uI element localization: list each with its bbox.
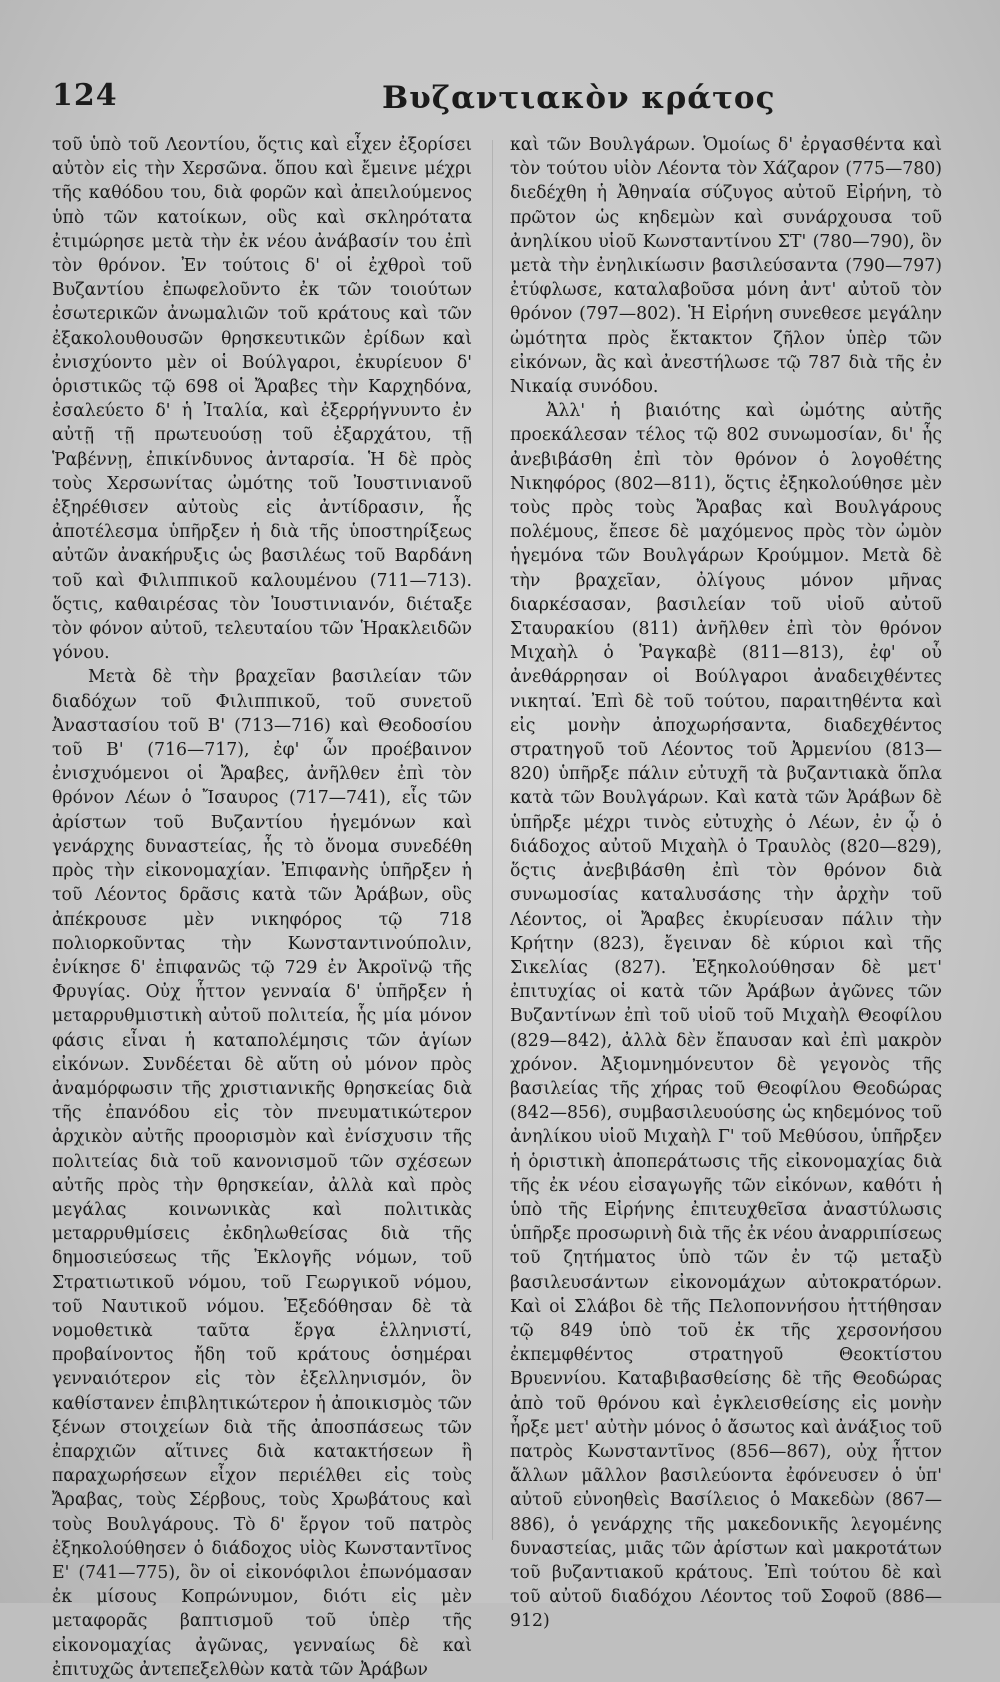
page-header	[52, 78, 952, 118]
running-title: Βυζαντιακὸν κράτος	[382, 80, 776, 116]
right-column	[510, 133, 942, 1632]
right-paragraph-2: Ἀλλ' ἡ βιαιότης καὶ ὠμότης αὐτῆς προεκάλεσαν τέλος τῷ 802 συνωμοσίαν, δι' ἧς ἀνεβιβάσθη ἐπὶ τὸν θρόνον ὁ λογοθέτης Νικηφόρος (802—811), ὅςτις ἐξηκολούθησε μὲν τοὺς πρὸς τοὺς Ἄραβας καὶ Βουλγάρους πολέμους, ἔπεσε δὲ μαχόμενος πρὸς τὸν ὠμὸν ἡγεμόνα τῶν Βουλγάρων Κρούμμον. Μετὰ δὲ τὴν βραχεῖαν, ὀλίγους μόνον μῆνας διαρκέσασαν, βασιλείαν τοῦ υἱοῦ αὐτοῦ Σταυρακίου (811) ἀνῆλθεν ἐπὶ τὸν θρόνον Μιχαὴλ ὁ Ῥαγκαβὲ (811—813), ἐφ' οὗ ἀνεθάρρησαν οἱ Βούλγαροι ἀναδειχθέντες νικηταί. Ἐπὶ δὲ τοῦ τούτου, παραιτηθέντα καὶ εἰς μονὴν ἀποχωρήσαντα, διαδεχθέντος στρατηγοῦ τοῦ Λέοντος τοῦ Ἀρμενίου (813—820) ὑπῆρξε πάλιν εὐτυχῆ τὰ βυζαντιακὰ ὅπλα κατὰ τῶν Βουλγάρων. Καὶ κατὰ τῶν Ἀράβων δὲ ὑπῆρξε μέχρι τινὸς εὐτυχὴς ὁ Λέων, ἐν ᾧ ὁ διάδοχος αὐτοῦ Μιχαὴλ ὁ Τραυλὸς (820—829), ὅςτις ἀνεβιβάσθη ἐπὶ τὸν θρόνον διὰ συνωμοσίας καταλυσάσης τὴν ἀρχὴν τοῦ Λέοντος, οἱ Ἄραβες ἐκυρίευσαν πάλιν τὴν Κρήτην (823), ἔγειναν δὲ κύριοι καὶ τῆς Σικελίας (827). Ἐξηκολούθησαν δὲ μετ' ἐπιτυχίας οἱ κατὰ τῶν Ἀράβων ἀγῶνες τῶν Βυζαντίνων ἐπὶ τοῦ υἱοῦ τοῦ Μιχαὴλ Θεοφίλου (829—842), ἀλλὰ δὲν ἔπαυσαν καὶ ἐπὶ μακρὸν χρόνον. Ἀξιομνημόνευτον δὲ γεγονὸς τῆς βασιλείας τῆς χήρας τοῦ Θεοφίλου Θεοδώρας (842—856), συμβασιλευούσης ὡς κηδεμόνος τοῦ ἀνηλίκου υἱοῦ Μιχαὴλ Γ' τοῦ Μεθύσου, ὑπῆρξεν ἡ ὁριστικὴ ἀποπεράτωσις τῆς εἰκονομαχίας διὰ τῆς ἐκ νέου εἰσαγωγῆς τῶν εἰκόνων, καθότι ἡ ὑπὸ τῆς Εἰρήνης ἐπιτευχθεῖσα ἀναστύλωσις ὑπῆρξε προσωρινὴ διὰ τῆς ἐκ νέου ἀναρριπίσεως τοῦ ζητήματος ὑπὸ τῶν ἐν τῷ μεταξὺ βασιλευσάντων εἰκονομάχων αὐτοκρατόρων. Καὶ οἱ Σλάβοι δὲ τῆς Πελοποννήσου ἡττήθησαν τῷ 849 ὑπὸ τοῦ ἐκ τῆς χερσονήσου ἐκπεμφθέντος στρατηγοῦ Θεοκτίστου Βρυεννίου. Καταβιβασθείσης δὲ τῆς Θεοδώρας ἀπὸ τοῦ θρόνου καὶ ἐγκλεισθείσης εἰς μονὴν ἦρξε μετ' αὐτὴν μόνος ὁ ἄσωτος καὶ ἀνάξιος τοῦ πατρὸς Κωνσταντῖνος (856—867), οὐχ ἧττον ἄλλων μᾶλλον βασιλεύοντα ἐφόνευσεν ὁ ὑπ' αὐτοῦ εὐνοηθεὶς Βασίλειος ὁ Μακεδὼν (867—886), ὁ γενάρχης τῆς μακεδονικῆς λεγομένης δυναστείας, μιᾶς τῶν ἀρίστων καὶ μακροτάτων τοῦ βυζαντιακοῦ κράτους. Ἐπὶ τούτου δὲ καὶ τοῦ αὐτοῦ διαδόχου Λέοντος τοῦ Σοφοῦ (886—912)	[510, 401, 942, 1632]
left-paragraph-1: τοῦ ὑπὸ τοῦ Λεοντίου, ὅςτις καὶ εἶχεν ἐξορίσει αὐτὸν εἰς τὴν Χερσῶνα. ὅπου καὶ ἔμεινε μέχρι τῆς καθόδου του, διὰ φορῶν καὶ ἀπειλούμενος ὑπὸ τῶν κατοίκων, οὓς καὶ σκληρότατα ἐτιμώρησε μετὰ τὴν ἐκ νέου ἀνάβασίν του ἐπὶ τὸν θρόνον. Ἐν τούτοις δ' οἱ ἐχθροὶ τοῦ Βυζαντίου ἐπωφελοῦντο ἐκ τῶν τοιούτων ἐσωτερικῶν ἀνωμαλιῶν τοῦ κράτους καὶ τῶν ἐξακολουθουσῶν θρησκευτικῶν ἐρίδων καὶ ἐνισχύοντο μὲν οἱ Βούλγαροι, ἐκυρίευον δ' ὁριστικῶς τῷ 698 οἱ Ἄραβες τὴν Καρχηδόνα, ἐσαλεύετο δ' ἡ Ἰταλία, καὶ ἐξερρήγνυντο ἐν αὐτῇ τῇ πρωτευούσῃ τοῦ ἐξαρχάτου, τῇ Ῥαβέννῃ, ἐπικίνδυνος ἀνταρσία. Ἡ δὲ πρὸς τοὺς Χερσωνίτας ὠμότης τοῦ Ἰουστινιανοῦ ἐξηρέθισεν αὐτοὺς εἰς ἀντίδρασιν, ἧς ἀποτέλεσμα ὑπῆρξεν ἡ διὰ τῆς ὑποστηρίξεως αὐτῶν ἀνακήρυξις ὡς βασιλέως τοῦ Βαρδάνη τοῦ καὶ Φιλιππικοῦ καλουμένου (711—713). ὅςτις, καθαιρέσας τὸν Ἰουστινιανόν, διέταξε τὸν φόνον αὐτοῦ, τελευταίου τῶν Ἡρακλειδῶν γόνου.	[52, 135, 472, 664]
page-number: 124	[52, 78, 118, 113]
left-column	[52, 133, 472, 1680]
left-paragraph-2: Μετὰ δὲ τὴν βραχεῖαν βασιλείαν τῶν διαδόχων τοῦ Φιλιππικοῦ, τοῦ συνετοῦ Ἀναστασίου τοῦ Β' (713—716) καὶ Θεοδοσίου τοῦ Β' (716—717), ἐφ' ὧν προέβαινον ἐνισχυόμενοι οἱ Ἄραβες, ἀνῆλθεν ἐπὶ τὸν θρόνον Λέων ὁ Ἴσαυρος (717—741), εἷς τῶν ἀρίστων τοῦ Βυζαντίου ἡγεμόνων καὶ γενάρχης δυναστείας, ἧς τὸ ὄνομα συνεδέθη πρὸς τὴν εἰκονομαχίαν. Ἐπιφανὴς ὑπῆρξεν ἡ τοῦ Λέοντος δρᾶσις κατὰ τῶν Ἀράβων, οὓς ἀπέκρουσε μὲν νικηφόρος τῷ 718 πολιορκοῦντας τὴν Κωνσταντινούπολιν, ἐνίκησε δ' ἐπιφανῶς τῷ 729 ἐν Ἀκροϊνῷ τῆς Φρυγίας. Οὐχ ἧττον γενναία δ' ὑπῆρξεν ἡ μεταρρυθμιστικὴ αὐτοῦ πολιτεία, ἧς μία μόνον φάσις εἶναι ἡ καταπολέμησις τῶν ἁγίων εἰκόνων. Συνδέεται δὲ αὕτη οὐ μόνον πρὸς ἀναμόρφωσιν τῆς χριστιανικῆς θρησκείας διὰ τῆς ἐπανόδου εἰς τὸν πνευματικώτερον ἀρχικὸν αὐτῆς προορισμὸν καὶ ἐνίσχυσιν τῆς πολιτείας διὰ τοῦ κανονισμοῦ τῶν σχέσεων αὐτῆς πρὸς τὴν θρησκείαν, ἀλλὰ καὶ πρὸς μεγάλας κοινωνικὰς καὶ πολιτικὰς μεταρρυθμίσεις ἐκδηλωθείσας διὰ τῆς δημοσιεύσεως τῆς Ἐκλογῆς νόμων, τοῦ Στρατιωτικοῦ νόμου, τοῦ Γεωργικοῦ νόμου, τοῦ Ναυτικοῦ νόμου. Ἐξεδόθησαν δὲ τὰ νομοθετικὰ ταῦτα ἔργα ἑλληνιστί, προβαίνοντος ἤδη τοῦ κράτους ὁσημέραι γενναιότερον εἰς τὸν ἐξελληνισμόν, ὃν καθίστανεν ἐπιβλητικώτερον ἡ ἀποικισμὸς τῶν ξένων στοιχείων διὰ τῆς ἀποσπάσεως τῶν ἐπαρχιῶν αἵτινες διὰ κατακτήσεων ἢ παραχωρήσεων εἶχον περιέλθει εἰς τοὺς Ἄραβας, τοὺς Σέρβους, τοὺς Χρωβάτους καὶ τοὺς Βουλγάρους. Τὸ δ' ἔργον τοῦ πατρὸς ἐξηκολούθησεν ὁ διάδοχος υἱὸς Κωνσταντῖνος Ε' (741—775), ὃν οἱ εἰκονόφιλοι ἐπωνόμασαν ἐκ μίσους Κοπρώνυμον, διότι εἰς μὲν μεταφορᾶς βαπτισμοῦ τοῦ ὑπὲρ τῆς εἰκονομαχίας ἀγῶνας, γενναίως δὲ καὶ ἐπιτυχῶς ἀντεπεξελθὼν κατὰ τῶν Ἀράβων	[52, 667, 472, 1680]
right-paragraph-1: καὶ τῶν Βουλγάρων. Ὁμοίως δ' ἐργασθέντα καὶ τὸν τούτου υἱὸν Λέοντα τὸν Χάζαρον (775—780) διεδέχθη ἡ Ἀθηναία σύζυγος αὐτοῦ Εἰρήνη, τὸ πρῶτον ὡς κηδεμὼν καὶ συνάρχουσα τοῦ ἀνηλίκου υἱοῦ Κωνσταντίνου ΣΤ' (780—790), ὃν μετὰ τὴν ἐνηλικίωσιν βασιλεύσαντα (790—797) ἐτύφλωσε, καταλαβοῦσα μόνη ἀντ' αὐτοῦ τὸν θρόνον (797—802). Ἡ Εἰρήνη συνεθεσε μεγάλην ὠμότητα πρὸς ἔκτακτον ζῆλον ὑπὲρ τῶν εἰκόνων, ἃς καὶ ἀνεστήλωσε τῷ 787 διὰ τῆς ἐν Νικαίᾳ συνόδου.	[510, 135, 942, 398]
column-divider	[492, 140, 493, 1540]
